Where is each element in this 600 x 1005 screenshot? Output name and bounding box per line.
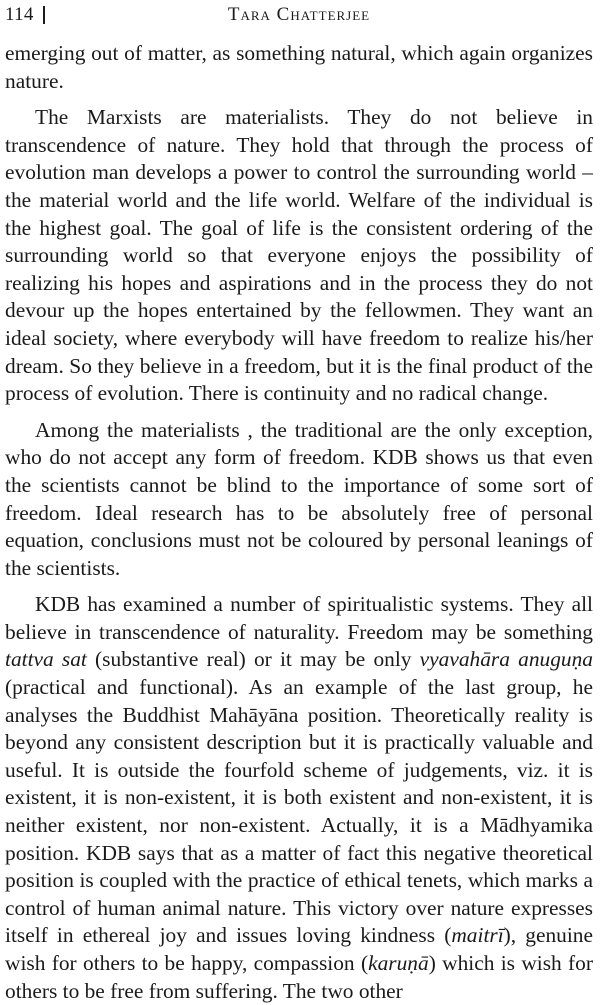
paragraph-spiritualistic-systems (5, 591, 593, 1005)
running-header (5, 0, 593, 32)
body-text (5, 40, 593, 1005)
text-run: (substantive real) or it may be only (86, 647, 420, 672)
text-run: KDB has examined a number of spiritualistic systems. They all believe in transcendence of naturality. Freedom may be something (5, 592, 593, 644)
italic-term: tattva sat (5, 647, 87, 672)
text-run: The Marxists are materialists. They do not believe in transcendence of nature. They hold that through the process of evolution man develops a power to control the surrounding world – the material world and the life world. Welfare of the individual is the highest goal. The goal of life is the consistent ordering of the surrounding world so that everyone enjoys the possibility of realizing his hopes and aspirations and in the process they do not devour up the hopes entertained by the fellowmen. They want an ideal society, where everybody will have freedom to realize his/her dream. So they believe in a freedom, but it is the final product of the process of evolution. There is continuity and no radical change. (5, 105, 593, 406)
page-number: 114 (5, 4, 34, 25)
text-run: (practical and functional). As an example of the last group, he analyses the Buddhist Mahāyāna position. Theoretically reality is beyond any consistent description but it is practically valuable and useful. It is outside the fourfold scheme of judgements, viz. it is existent, it is non-existent, it is both existent and non-existent, it is neither existent, nor non-existent. Actually, it is a Mādhyamika position. KDB says that as a matter of fact this negative theoretical position is coupled with the practice of ethical tenets, which marks a control of human animal nature. This victory over nature expresses itself in ethereal joy and issues loving kindness ( (5, 675, 593, 948)
italic-term: vyavahāra anuguṇa (419, 647, 593, 672)
paragraph-continuation (5, 40, 593, 95)
paragraph-marxists (5, 104, 593, 408)
text-run: emerging out of matter, as something natural, which again organizes nature. (5, 41, 593, 93)
book-page (5, 0, 593, 1003)
text-run: ), genuine wish for others to be happy, compassion ( (5, 923, 593, 975)
running-title: Tara Chatterjee (227, 4, 371, 25)
italic-term: karuṇā (368, 951, 429, 975)
text-run: Among the materialists , the traditional are the only exception, who do not accept any form of freedom. KDB shows us that even the scientists cannot be blind to the importance of some sort of freedom. Ideal research has to be absolutely free of personal equation, conclusions must not be coloured by personal leanings of the scientists. (5, 417, 593, 580)
paragraph-materialists (5, 417, 593, 583)
text-run: ) which is wish for others to be free from suffering. The two other (5, 951, 593, 1003)
italic-term: maitrī (451, 923, 504, 948)
